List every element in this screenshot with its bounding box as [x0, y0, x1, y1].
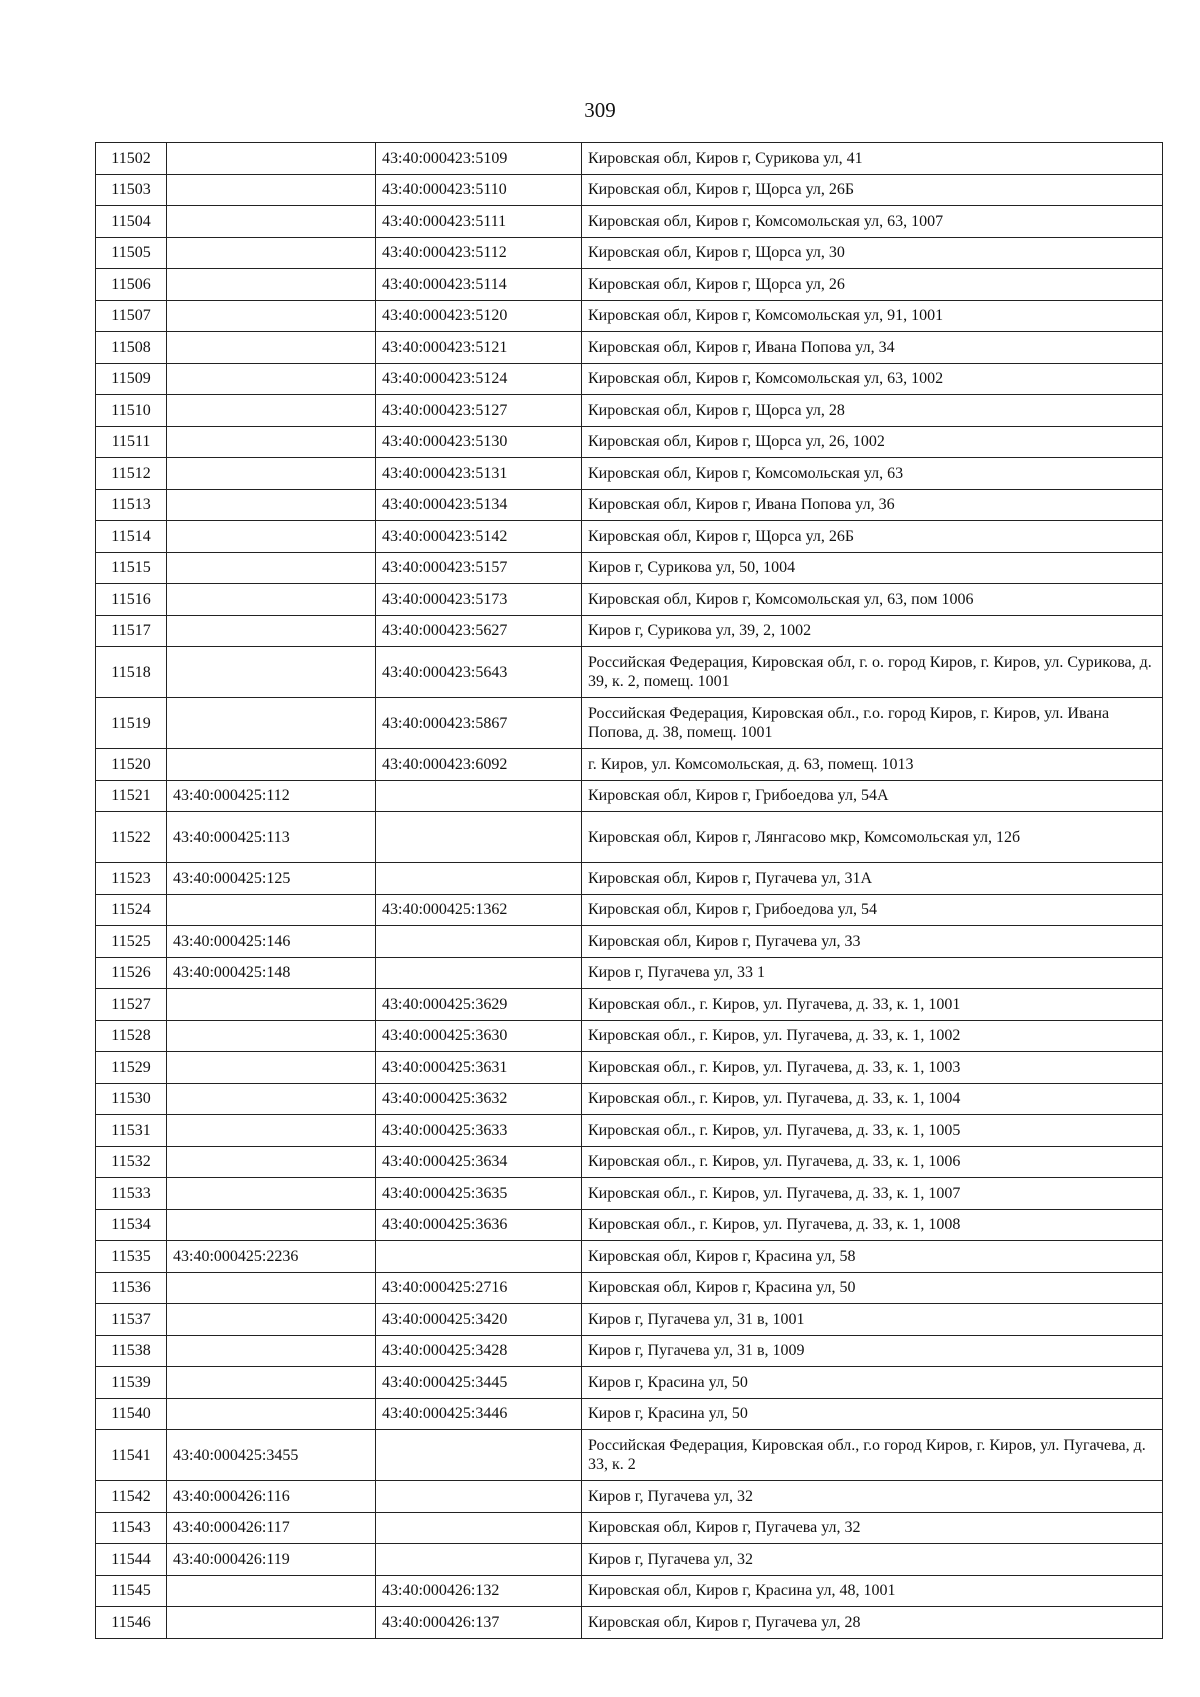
cadastral-number-a-cell	[167, 1398, 376, 1430]
row-number-cell: 11543	[96, 1512, 167, 1544]
address-cell: Кировская обл., г. Киров, ул. Пугачева, д. 33, к. 1, 1003	[582, 1052, 1163, 1084]
cadastral-number-b-cell: 43:40:000425:3446	[376, 1398, 582, 1430]
table-row	[96, 1335, 1163, 1367]
cadastral-number-b-cell: 43:40:000423:5127	[376, 395, 582, 427]
row-number-cell: 11533	[96, 1178, 167, 1210]
cadastral-number-a-cell	[167, 1575, 376, 1607]
cadastral-number-a-cell	[167, 552, 376, 584]
address-cell: Кировская обл, Киров г, Грибоедова ул, 54	[582, 894, 1163, 926]
cadastral-number-b-cell: 43:40:000425:3633	[376, 1115, 582, 1147]
cadastral-number-a-cell: 43:40:000426:117	[167, 1512, 376, 1544]
cadastral-number-a-cell: 43:40:000425:112	[167, 780, 376, 812]
cadastral-number-b-cell: 43:40:000423:5142	[376, 521, 582, 553]
table-body	[96, 143, 1163, 1639]
address-cell: Кировская обл, Киров г, Комсомольская ул, 91, 1001	[582, 300, 1163, 332]
address-cell: Российская Федерация, Кировская обл., г.о. город Киров, г. Киров, ул. Ивана Попова, д. 38, помещ. 1001	[582, 698, 1163, 749]
table-row	[96, 812, 1163, 863]
row-number-cell: 11525	[96, 926, 167, 958]
cadastral-number-a-cell: 43:40:000425:148	[167, 957, 376, 989]
cadastral-number-b-cell: 43:40:000423:5124	[376, 363, 582, 395]
cadastral-number-a-cell	[167, 521, 376, 553]
table-row	[96, 1607, 1163, 1639]
address-cell: Кировская обл, Киров г, Пугачева ул, 31А	[582, 863, 1163, 895]
address-cell: Кировская обл., г. Киров, ул. Пугачева, д. 33, к. 1, 1002	[582, 1020, 1163, 1052]
row-number-cell: 11516	[96, 584, 167, 616]
row-number-cell: 11534	[96, 1209, 167, 1241]
row-number-cell: 11541	[96, 1430, 167, 1481]
table-row	[96, 1398, 1163, 1430]
cadastral-number-b-cell	[376, 1241, 582, 1273]
table-row	[96, 698, 1163, 749]
table-row	[96, 1115, 1163, 1147]
address-cell: Российская Федерация, Кировская обл., г.о город Киров, г. Киров, ул. Пугачева, д. 33, к. 2	[582, 1430, 1163, 1481]
table-row	[96, 489, 1163, 521]
table-row	[96, 1304, 1163, 1336]
cadastral-number-b-cell: 43:40:000426:137	[376, 1607, 582, 1639]
row-number-cell: 11536	[96, 1272, 167, 1304]
row-number-cell: 11528	[96, 1020, 167, 1052]
row-number-cell: 11515	[96, 552, 167, 584]
cadastral-number-b-cell: 43:40:000423:5173	[376, 584, 582, 616]
row-number-cell: 11524	[96, 894, 167, 926]
address-cell: г. Киров, ул. Комсомольская, д. 63, помещ. 1013	[582, 749, 1163, 781]
address-cell: Кировская обл., г. Киров, ул. Пугачева, д. 33, к. 1, 1005	[582, 1115, 1163, 1147]
table-row	[96, 206, 1163, 238]
table-row	[96, 926, 1163, 958]
table-row	[96, 1209, 1163, 1241]
cadastral-number-b-cell	[376, 957, 582, 989]
row-number-cell: 11503	[96, 174, 167, 206]
cadastral-number-b-cell: 43:40:000425:3632	[376, 1083, 582, 1115]
table-row	[96, 1020, 1163, 1052]
cadastral-number-a-cell	[167, 395, 376, 427]
cadastral-number-b-cell: 43:40:000425:3636	[376, 1209, 582, 1241]
table-row	[96, 584, 1163, 616]
table-row	[96, 1512, 1163, 1544]
address-cell: Кировская обл, Киров г, Пугачева ул, 33	[582, 926, 1163, 958]
table-row	[96, 894, 1163, 926]
row-number-cell: 11546	[96, 1607, 167, 1639]
address-cell: Кировская обл., г. Киров, ул. Пугачева, д. 33, к. 1, 1007	[582, 1178, 1163, 1210]
address-cell: Киров г, Сурикова ул, 50, 1004	[582, 552, 1163, 584]
row-number-cell: 11539	[96, 1367, 167, 1399]
table-row	[96, 1083, 1163, 1115]
address-cell: Кировская обл., г. Киров, ул. Пугачева, д. 33, к. 1, 1004	[582, 1083, 1163, 1115]
cadastral-number-a-cell	[167, 332, 376, 364]
table-row	[96, 1481, 1163, 1513]
address-cell: Кировская обл, Киров г, Пугачева ул, 28	[582, 1607, 1163, 1639]
address-cell: Киров г, Пугачева ул, 32	[582, 1544, 1163, 1576]
address-cell: Кировская обл, Киров г, Ивана Попова ул, 36	[582, 489, 1163, 521]
row-number-cell: 11530	[96, 1083, 167, 1115]
cadastral-number-b-cell	[376, 863, 582, 895]
address-cell: Кировская обл, Киров г, Сурикова ул, 41	[582, 143, 1163, 175]
cadastral-number-b-cell: 43:40:000425:3420	[376, 1304, 582, 1336]
cadastral-number-a-cell	[167, 300, 376, 332]
table-row	[96, 863, 1163, 895]
row-number-cell: 11514	[96, 521, 167, 553]
table-row	[96, 300, 1163, 332]
cadastral-number-b-cell: 43:40:000425:3634	[376, 1146, 582, 1178]
cadastral-number-b-cell: 43:40:000425:1362	[376, 894, 582, 926]
cadastral-number-a-cell: 43:40:000426:119	[167, 1544, 376, 1576]
cadastral-number-b-cell	[376, 780, 582, 812]
address-cell: Кировская обл, Киров г, Грибоедова ул, 54А	[582, 780, 1163, 812]
table-row	[96, 1575, 1163, 1607]
cadastral-number-a-cell	[167, 749, 376, 781]
cadastral-number-b-cell: 43:40:000423:5130	[376, 426, 582, 458]
cadastral-number-a-cell	[167, 894, 376, 926]
row-number-cell: 11506	[96, 269, 167, 301]
table-row	[96, 1430, 1163, 1481]
row-number-cell: 11517	[96, 615, 167, 647]
address-cell: Кировская обл, Киров г, Комсомольская ул, 63, 1002	[582, 363, 1163, 395]
cadastral-number-b-cell: 43:40:000425:3629	[376, 989, 582, 1021]
table-row	[96, 989, 1163, 1021]
cadastral-number-b-cell	[376, 1481, 582, 1513]
table-row	[96, 269, 1163, 301]
cadastral-number-b-cell: 43:40:000423:5114	[376, 269, 582, 301]
table-row	[96, 1146, 1163, 1178]
cadastral-number-a-cell: 43:40:000426:116	[167, 1481, 376, 1513]
row-number-cell: 11502	[96, 143, 167, 175]
table-row	[96, 749, 1163, 781]
row-number-cell: 11504	[96, 206, 167, 238]
address-cell: Кировская обл, Киров г, Ивана Попова ул, 34	[582, 332, 1163, 364]
cadastral-number-a-cell	[167, 1304, 376, 1336]
address-cell: Кировская обл., г. Киров, ул. Пугачева, д. 33, к. 1, 1008	[582, 1209, 1163, 1241]
cadastral-number-a-cell: 43:40:000425:2236	[167, 1241, 376, 1273]
row-number-cell: 11507	[96, 300, 167, 332]
address-cell: Киров г, Красина ул, 50	[582, 1398, 1163, 1430]
address-cell: Кировская обл, Киров г, Щорса ул, 26Б	[582, 174, 1163, 206]
address-cell: Кировская обл., г. Киров, ул. Пугачева, д. 33, к. 1, 1006	[582, 1146, 1163, 1178]
row-number-cell: 11510	[96, 395, 167, 427]
row-number-cell: 11509	[96, 363, 167, 395]
cadastral-number-a-cell	[167, 647, 376, 698]
row-number-cell: 11527	[96, 989, 167, 1021]
row-number-cell: 11513	[96, 489, 167, 521]
table-row	[96, 1241, 1163, 1273]
row-number-cell: 11518	[96, 647, 167, 698]
address-cell: Кировская обл, Киров г, Красина ул, 58	[582, 1241, 1163, 1273]
address-cell: Киров г, Красина ул, 50	[582, 1367, 1163, 1399]
address-cell: Кировская обл, Киров г, Щорса ул, 30	[582, 237, 1163, 269]
row-number-cell: 11544	[96, 1544, 167, 1576]
table-row	[96, 1052, 1163, 1084]
table-row	[96, 647, 1163, 698]
row-number-cell: 11540	[96, 1398, 167, 1430]
table-row	[96, 552, 1163, 584]
cadastral-number-b-cell: 43:40:000423:5134	[376, 489, 582, 521]
row-number-cell: 11511	[96, 426, 167, 458]
cadastral-number-b-cell: 43:40:000423:5110	[376, 174, 582, 206]
row-number-cell: 11532	[96, 1146, 167, 1178]
cadastral-number-a-cell	[167, 1146, 376, 1178]
address-cell: Кировская обл, Киров г, Красина ул, 50	[582, 1272, 1163, 1304]
cadastral-number-a-cell	[167, 584, 376, 616]
cadastral-number-b-cell	[376, 1430, 582, 1481]
address-cell: Кировская обл, Киров г, Щорса ул, 26Б	[582, 521, 1163, 553]
table-row	[96, 615, 1163, 647]
table-row	[96, 426, 1163, 458]
row-number-cell: 11545	[96, 1575, 167, 1607]
cadastral-number-a-cell	[167, 615, 376, 647]
address-cell: Кировская обл, Киров г, Лянгасово мкр, Комсомольская ул, 12б	[582, 812, 1163, 863]
table-row	[96, 237, 1163, 269]
address-cell: Кировская обл, Киров г, Комсомольская ул, 63, пом 1006	[582, 584, 1163, 616]
address-cell: Российская Федерация, Кировская обл, г. о. город Киров, г. Киров, ул. Сурикова, д. 39, к. 2, помещ. 1001	[582, 647, 1163, 698]
table-row	[96, 521, 1163, 553]
cadastral-number-a-cell	[167, 1335, 376, 1367]
cadastral-number-a-cell	[167, 426, 376, 458]
address-cell: Кировская обл., г. Киров, ул. Пугачева, д. 33, к. 1, 1001	[582, 989, 1163, 1021]
cadastral-number-a-cell	[167, 1115, 376, 1147]
cadastral-number-b-cell	[376, 1512, 582, 1544]
address-cell: Киров г, Пугачева ул, 31 в, 1001	[582, 1304, 1163, 1336]
cadastral-number-b-cell: 43:40:000423:5627	[376, 615, 582, 647]
address-cell: Кировская обл, Киров г, Щорса ул, 26, 1002	[582, 426, 1163, 458]
cadastral-table	[95, 142, 1163, 1639]
cadastral-number-b-cell: 43:40:000423:5643	[376, 647, 582, 698]
cadastral-number-a-cell	[167, 989, 376, 1021]
cadastral-number-a-cell	[167, 174, 376, 206]
address-cell: Кировская обл, Киров г, Комсомольская ул, 63	[582, 458, 1163, 490]
cadastral-number-a-cell	[167, 206, 376, 238]
table-row	[96, 174, 1163, 206]
cadastral-number-b-cell: 43:40:000425:3630	[376, 1020, 582, 1052]
table-row	[96, 1178, 1163, 1210]
page-number: 309	[584, 98, 616, 122]
cadastral-number-b-cell: 43:40:000423:5131	[376, 458, 582, 490]
table-row	[96, 363, 1163, 395]
row-number-cell: 11542	[96, 1481, 167, 1513]
row-number-cell: 11529	[96, 1052, 167, 1084]
cadastral-number-a-cell	[167, 1178, 376, 1210]
cadastral-number-a-cell	[167, 1367, 376, 1399]
cadastral-number-b-cell: 43:40:000425:2716	[376, 1272, 582, 1304]
address-cell: Кировская обл, Киров г, Комсомольская ул, 63, 1007	[582, 206, 1163, 238]
cadastral-number-a-cell	[167, 1272, 376, 1304]
table-row	[96, 395, 1163, 427]
row-number-cell: 11520	[96, 749, 167, 781]
table-row	[96, 1272, 1163, 1304]
address-cell: Кировская обл, Киров г, Щорса ул, 26	[582, 269, 1163, 301]
row-number-cell: 11531	[96, 1115, 167, 1147]
cadastral-number-b-cell: 43:40:000423:5120	[376, 300, 582, 332]
address-cell: Киров г, Пугачева ул, 31 в, 1009	[582, 1335, 1163, 1367]
cadastral-number-b-cell	[376, 926, 582, 958]
address-cell: Киров г, Пугачева ул, 32	[582, 1481, 1163, 1513]
row-number-cell: 11535	[96, 1241, 167, 1273]
row-number-cell: 11521	[96, 780, 167, 812]
cadastral-number-a-cell: 43:40:000425:113	[167, 812, 376, 863]
cadastral-number-a-cell	[167, 1607, 376, 1639]
cadastral-number-a-cell	[167, 1209, 376, 1241]
address-cell: Кировская обл, Киров г, Пугачева ул, 32	[582, 1512, 1163, 1544]
table-row	[96, 332, 1163, 364]
cadastral-number-a-cell	[167, 143, 376, 175]
address-cell: Кировская обл, Киров г, Красина ул, 48, 1001	[582, 1575, 1163, 1607]
row-number-cell: 11523	[96, 863, 167, 895]
cadastral-number-a-cell	[167, 698, 376, 749]
table-row	[96, 458, 1163, 490]
cadastral-number-b-cell: 43:40:000425:3428	[376, 1335, 582, 1367]
cadastral-number-a-cell	[167, 237, 376, 269]
address-cell: Киров г, Пугачева ул, 33 1	[582, 957, 1163, 989]
cadastral-number-b-cell: 43:40:000423:6092	[376, 749, 582, 781]
cadastral-number-a-cell: 43:40:000425:3455	[167, 1430, 376, 1481]
row-number-cell: 11519	[96, 698, 167, 749]
cadastral-number-a-cell	[167, 1020, 376, 1052]
cadastral-number-a-cell	[167, 363, 376, 395]
cadastral-number-b-cell: 43:40:000423:5157	[376, 552, 582, 584]
address-cell: Киров г, Сурикова ул, 39, 2, 1002	[582, 615, 1163, 647]
cadastral-number-b-cell	[376, 812, 582, 863]
table-row	[96, 780, 1163, 812]
cadastral-number-b-cell	[376, 1544, 582, 1576]
cadastral-number-b-cell: 43:40:000426:132	[376, 1575, 582, 1607]
cadastral-number-a-cell: 43:40:000425:146	[167, 926, 376, 958]
cadastral-number-b-cell: 43:40:000423:5121	[376, 332, 582, 364]
cadastral-number-a-cell	[167, 1052, 376, 1084]
address-cell: Кировская обл, Киров г, Щорса ул, 28	[582, 395, 1163, 427]
cadastral-number-b-cell: 43:40:000425:3445	[376, 1367, 582, 1399]
cadastral-number-b-cell: 43:40:000423:5111	[376, 206, 582, 238]
cadastral-number-b-cell: 43:40:000425:3631	[376, 1052, 582, 1084]
table-row	[96, 957, 1163, 989]
row-number-cell: 11508	[96, 332, 167, 364]
table-row	[96, 1544, 1163, 1576]
cadastral-number-a-cell	[167, 458, 376, 490]
row-number-cell: 11522	[96, 812, 167, 863]
cadastral-number-b-cell: 43:40:000425:3635	[376, 1178, 582, 1210]
row-number-cell: 11512	[96, 458, 167, 490]
row-number-cell: 11538	[96, 1335, 167, 1367]
cadastral-number-a-cell	[167, 269, 376, 301]
row-number-cell: 11526	[96, 957, 167, 989]
cadastral-number-b-cell: 43:40:000423:5867	[376, 698, 582, 749]
cadastral-number-a-cell	[167, 489, 376, 521]
cadastral-number-b-cell: 43:40:000423:5112	[376, 237, 582, 269]
cadastral-number-a-cell: 43:40:000425:125	[167, 863, 376, 895]
cadastral-number-a-cell	[167, 1083, 376, 1115]
table-row	[96, 1367, 1163, 1399]
cadastral-number-b-cell: 43:40:000423:5109	[376, 143, 582, 175]
table-row	[96, 143, 1163, 175]
row-number-cell: 11505	[96, 237, 167, 269]
row-number-cell: 11537	[96, 1304, 167, 1336]
